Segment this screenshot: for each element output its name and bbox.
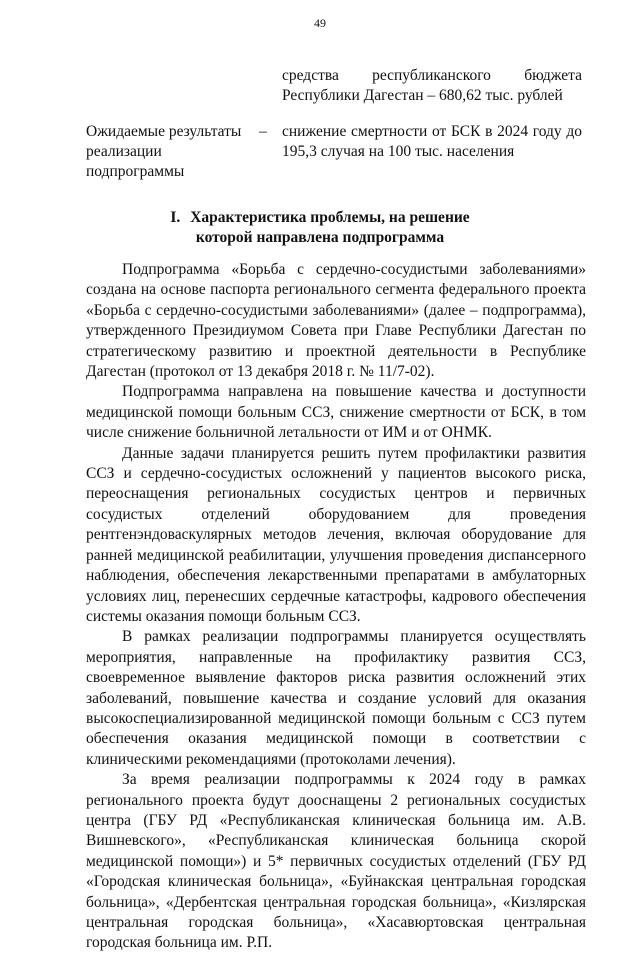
passport-label-expected-results: Ожидаемые результаты реализации подпрограммы xyxy=(86,123,242,180)
passport-dash: – xyxy=(259,123,267,140)
section-title-line2: которой направлена подпрограмма xyxy=(195,229,445,246)
passport-dash xyxy=(244,66,282,106)
passport-value-expected-results: снижение смертности от БСК в 2024 году до 195,3 случая на 100 тыс. населения xyxy=(282,123,582,160)
section-number: I. xyxy=(170,209,181,226)
paragraph: Данные задачи планируется решить путем профилактики развития ССЗ и сердечно-сосудистых осложнений у пациентов высокого риска, переоснащения региональных сосудистых центров и первичных сосудистых отделений оборудованием для проведения рентгенэндоваскулярных методов лечения, включая оборудование для ранней медицинской реабилитации, улучшения проведения диспансерного наблюдения, обеспечения лекарственными препаратами в амбулаторных условиях лиц, перенесших сердечные катастрофы, кадрового обеспечения системы оказания помощи больным ССЗ. xyxy=(86,444,586,625)
section-heading xyxy=(0,208,640,248)
section-title-line1: Характеристика проблемы, на решение xyxy=(190,209,470,226)
paragraph: В рамках реализации подпрограммы планируется осуществлять мероприятия, направленные на профилактику развития ССЗ, своевременное выявление факторов риска развития осложнений этих заболеваний, повышение качества и создание условий для оказания высокоспециализированной медицинской помощи больным с ССЗ путем обеспечения оказания медицинской помощи в соответствии с клиническими рекомендациями (протоколами лечения). xyxy=(86,628,586,768)
passport-table xyxy=(86,66,586,182)
page-number: 49 xyxy=(314,16,326,30)
passport-label xyxy=(86,66,244,106)
passport-value-funding: средства республиканского бюджета Республики Дагестан – 680,62 тыс. рублей xyxy=(282,67,582,104)
paragraph: За время реализации подпрограммы к 2024 году в рамках регионального проекта будут дооснащены 2 региональных сосудистых центра (ГБУ РД «Республиканская клиническая больница им. А.В. Вишневского», «Республиканская клиническая больница скорой медицинской помощи») и 5* первичных сосудистых отделений (ГБУ РД «Городская клиническая больница», «Буйнакская центральная городская больница», «Дербентская центральная городская больница», «Кизлярская центральная городская больница», «Хасавюртовская центральная городская больница им. Р.П. xyxy=(86,771,586,952)
paragraph: Подпрограмма «Борьба с сердечно-сосудистыми заболеваниями» создана на основе паспорта регионального сегмента федерального проекта «Борьба с сердечно-сосудистыми заболеваниями» (далее – подпрограмма), утвержденного Президиумом Совета при Главе Республики Дагестан по стратегическому развитию и проектной деятельности в Республике Дагестан (протокол от 13 декабря 2018 г. № 11/7-02). xyxy=(86,261,586,381)
section-body xyxy=(86,260,586,954)
paragraph: Подпрограмма направлена на повышение качества и доступности медицинской помощи больным ССЗ, снижение смертности от БСК, в том числе снижение больничной летальности от ИМ и от ОНМК. xyxy=(86,383,586,442)
